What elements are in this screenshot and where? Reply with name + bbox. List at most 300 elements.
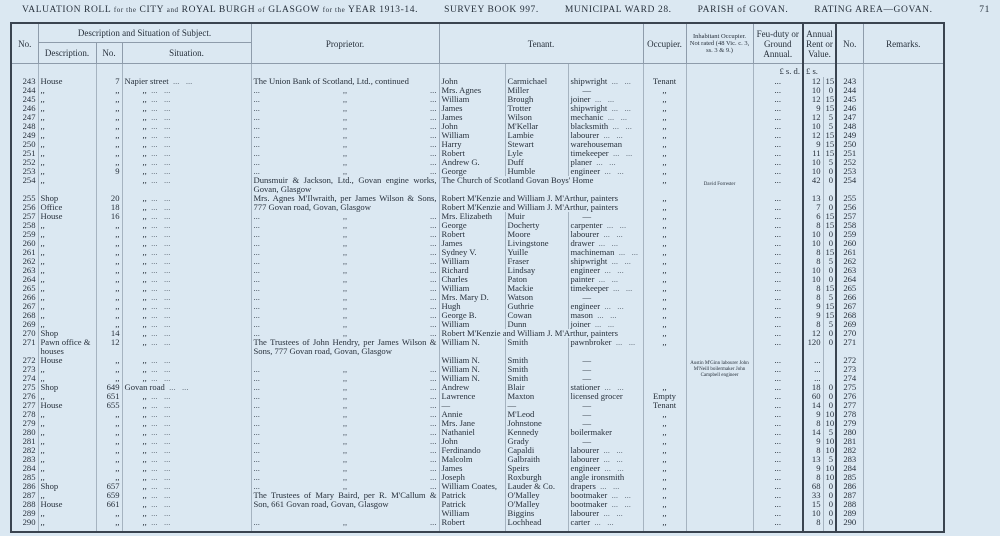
tenant-first-name: James (439, 113, 505, 122)
ditto-leader: ... (430, 257, 437, 266)
tenant-occupation: engineer ... (568, 464, 643, 473)
remarks (863, 518, 944, 527)
rent-shillings: 10 (823, 464, 836, 473)
description: ,, (38, 158, 96, 167)
rent-shillings: 5 (823, 455, 836, 464)
situation-text: ,, (142, 176, 147, 185)
ditto-leader: ... (253, 329, 260, 338)
feu-duty: ... (753, 464, 803, 473)
feu-duty: ... (753, 509, 803, 518)
units-row (11, 64, 944, 78)
situation-text: ,, (142, 266, 147, 275)
tenant-occupation: labourer ... (568, 509, 643, 518)
entry-no-right: 253 (836, 167, 863, 176)
feu-duty: ... (753, 104, 803, 113)
situation-text: ,, (142, 419, 147, 428)
tenant-first-name: Hugh (439, 302, 505, 311)
situation-text: ,, (142, 86, 147, 95)
subject-no: ,, (96, 446, 122, 455)
parish: PARISH of GOVAN. (697, 5, 789, 15)
description: ,, (38, 275, 96, 284)
remarks (863, 473, 944, 482)
entry-no-right: 273 (836, 365, 863, 374)
situation-text: ,, (142, 455, 147, 464)
entry-no-right: 287 (836, 491, 863, 500)
entry-no-right: 256 (836, 203, 863, 212)
rent-pounds: 12 (803, 131, 823, 140)
entry-no: 269 (11, 320, 38, 329)
table-row (11, 392, 944, 401)
situation-text: ,, (142, 320, 147, 329)
inhabitant-occupier (686, 392, 753, 401)
rent-shillings: 0 (823, 329, 836, 338)
description: ,, (38, 176, 96, 194)
ditto-leader: ... (430, 518, 437, 527)
entry-no-right: 266 (836, 293, 863, 302)
entry-no: 278 (11, 410, 38, 419)
proprietor (251, 518, 439, 527)
entry-no: 284 (11, 464, 38, 473)
feu-duty: ... (753, 77, 803, 86)
situation (122, 203, 251, 212)
situation (122, 383, 251, 392)
entry-no-right: 286 (836, 482, 863, 491)
ditto-leader: ... (253, 320, 260, 329)
ditto-leader: ... (430, 104, 437, 113)
situation (122, 221, 251, 230)
rent-shillings (823, 365, 836, 374)
rent-shillings (823, 356, 836, 365)
table-row (11, 284, 944, 293)
occupier: Empty (643, 392, 686, 401)
subject-no: 651 (96, 392, 122, 401)
ditto-leader: ... (253, 95, 260, 104)
tenant-occupation: — (568, 356, 643, 365)
remarks (863, 104, 944, 113)
ditto-leader: ... (253, 293, 260, 302)
entry-no-right: 245 (836, 95, 863, 104)
occupier: ,, (643, 212, 686, 221)
occupier: ,, (643, 455, 686, 464)
remarks (863, 500, 944, 509)
tenant: The Church of Scotland Govan Boys' Home (439, 176, 643, 194)
tenant-first-name: Robert (439, 149, 505, 158)
ditto-mark: ,, (342, 419, 348, 428)
header-occupier: Occupier. (643, 23, 686, 64)
situation (122, 293, 251, 302)
proprietor: Mrs. Agnes M'Ilwraith, per James Wilson & Sons, 777 Govan road, Govan, Glasgow (251, 194, 439, 212)
rent-pounds: 10 (803, 230, 823, 239)
situation-text: ,, (142, 401, 147, 410)
feu-duty: ... (753, 473, 803, 482)
tenant-occupation: shipwright ... (568, 257, 643, 266)
entry-no: 253 (11, 167, 38, 176)
tenant-first-name: Robert (439, 518, 505, 527)
entry-no: 272 (11, 356, 38, 365)
subject-no: ,, (96, 266, 122, 275)
feu-duty: ... (753, 311, 803, 320)
proprietor (251, 266, 439, 275)
table-row (11, 257, 944, 266)
tenant-occupation: labourer ... (568, 455, 643, 464)
tenant-first-name: Annie (439, 410, 505, 419)
situation-text: ,, (142, 437, 147, 446)
subject-no: 16 (96, 212, 122, 221)
rent-shillings (823, 374, 836, 383)
tenant-surname: M'Kellar (505, 122, 568, 131)
survey-book: SURVEY BOOK 997. (444, 5, 539, 15)
ditto-leader: ... (253, 383, 260, 392)
ditto-mark: ,, (342, 275, 348, 284)
situation-text: ,, (142, 284, 147, 293)
subject-no: 20 (96, 194, 122, 203)
description: ,, (38, 392, 96, 401)
ditto-mark: ,, (342, 212, 348, 221)
rent-shillings: 5 (823, 320, 836, 329)
tenant-surname: Smith (505, 374, 568, 383)
entry-no-right: 270 (836, 329, 863, 338)
ditto-leader: ... (430, 158, 437, 167)
subject-no: ,, (96, 293, 122, 302)
ditto-mark: ,, (342, 140, 348, 149)
inhabitant-occupier (686, 419, 753, 428)
entry-no: 277 (11, 401, 38, 410)
rent-pounds: ... (803, 374, 823, 383)
occupier: Tenant (643, 401, 686, 410)
remarks (863, 329, 944, 338)
occupier: ,, (643, 266, 686, 275)
description: ,, (38, 311, 96, 320)
entry-no-right: 281 (836, 437, 863, 446)
tenant-surname: Maxton (505, 392, 568, 401)
remarks (863, 131, 944, 140)
situation-text: ,, (142, 509, 147, 518)
entry-no-right: 250 (836, 140, 863, 149)
subject-no: ,, (96, 356, 122, 365)
table-row (11, 410, 944, 419)
inhabitant-occupier (686, 293, 753, 302)
proprietor (251, 248, 439, 257)
table-row (11, 356, 944, 365)
description: ,, (38, 113, 96, 122)
tenant-surname: Capaldi (505, 446, 568, 455)
remarks (863, 140, 944, 149)
description: ,, (38, 284, 96, 293)
feu-units: £ s. d. (753, 64, 803, 78)
tenant-surname: Guthrie (505, 302, 568, 311)
rent-pounds: 8 (803, 293, 823, 302)
ditto-leader: ... (430, 311, 437, 320)
ditto-mark: ,, (342, 446, 348, 455)
description: ,, (38, 302, 96, 311)
remarks (863, 401, 944, 410)
subject-no: ,, (96, 284, 122, 293)
ditto-leader: ... (430, 113, 437, 122)
entry-no-right: 252 (836, 158, 863, 167)
entry-no-right: 288 (836, 500, 863, 509)
description: House (38, 356, 96, 365)
tenant-first-name: George (439, 221, 505, 230)
ditto-leader: ... (430, 302, 437, 311)
situation (122, 518, 251, 527)
ditto-leader: ... (253, 464, 260, 473)
situation (122, 158, 251, 167)
occupier: ,, (643, 86, 686, 95)
tenant-surname: Docherty (505, 221, 568, 230)
ditto-leader: ... (430, 248, 437, 257)
remarks (863, 77, 944, 86)
situation (122, 230, 251, 239)
tenant-first-name: William (439, 284, 505, 293)
remarks (863, 230, 944, 239)
tenant-surname: Lindsay (505, 266, 568, 275)
description: ,, (38, 428, 96, 437)
tenant-first-name: James (439, 104, 505, 113)
table-row (11, 266, 944, 275)
subject-no: ,, (96, 509, 122, 518)
tenant-occupation: timekeeper ... (568, 149, 643, 158)
description: ,, (38, 518, 96, 527)
rent-pounds: 68 (803, 482, 823, 491)
tenant-first-name: William (439, 509, 505, 518)
tenant-surname: Mackie (505, 284, 568, 293)
subject-no: ,, (96, 95, 122, 104)
proprietor (251, 212, 439, 221)
proprietor (251, 473, 439, 482)
tenant-first-name: — (439, 401, 505, 410)
tenant-first-name: William N. (439, 338, 505, 356)
feu-duty: ... (753, 230, 803, 239)
tenant-first-name: Andrew G. (439, 158, 505, 167)
situation-text: ,, (142, 158, 147, 167)
ditto-leader: ... (253, 455, 260, 464)
inhabitant-occupier (686, 77, 753, 86)
subject-no: ,, (96, 311, 122, 320)
tenant-occupation: — (568, 365, 643, 374)
tenant-occupation: drapers ... (568, 482, 643, 491)
remarks (863, 113, 944, 122)
tenant-first-name: William Coates, (439, 482, 505, 491)
subject-no: 7 (96, 77, 122, 86)
occupier: ,, (643, 230, 686, 239)
rent-shillings: 0 (823, 275, 836, 284)
ditto-leader: ... (430, 428, 437, 437)
description: Shop (38, 194, 96, 203)
rent-pounds: 9 (803, 464, 823, 473)
subject-no: ,, (96, 410, 122, 419)
tenant-first-name: Patrick (439, 500, 505, 509)
inhabitant-occupier (686, 428, 753, 437)
entry-no: 275 (11, 383, 38, 392)
occupier: ,, (643, 293, 686, 302)
description: ,, (38, 95, 96, 104)
description: ,, (38, 509, 96, 518)
situation (122, 266, 251, 275)
rent-shillings: 0 (823, 230, 836, 239)
tenant-surname: Yuille (505, 248, 568, 257)
tenant-first-name: Robert (439, 230, 505, 239)
description: ,, (38, 410, 96, 419)
tenant-surname: Duff (505, 158, 568, 167)
tenant-surname: Lambie (505, 131, 568, 140)
table-row (11, 221, 944, 230)
entry-no-right: 278 (836, 410, 863, 419)
rent-pounds: 42 (803, 176, 823, 194)
page-number: 71 (979, 5, 990, 15)
tenant-first-name: John (439, 122, 505, 131)
tenant-occupation: pawnbroker ... (568, 338, 643, 356)
table-row (11, 473, 944, 482)
ditto-leader: ... (253, 257, 260, 266)
tenant-occupation: carter ... (568, 518, 643, 527)
tenant-surname: Trotter (505, 104, 568, 113)
inhabitant-occupier (686, 473, 753, 482)
rent-pounds: 12 (803, 329, 823, 338)
proprietor (251, 230, 439, 239)
tenant-surname: Grady (505, 437, 568, 446)
inhabitant-occupier (686, 257, 753, 266)
situation-text: Napier street (124, 77, 169, 86)
entry-no-right: 280 (836, 428, 863, 437)
rent-pounds: 9 (803, 302, 823, 311)
feu-duty: ... (753, 455, 803, 464)
situation (122, 401, 251, 410)
ditto-leader: ... (430, 95, 437, 104)
tenant-first-name: James (439, 239, 505, 248)
table-row (11, 329, 944, 338)
rent-shillings: 0 (823, 392, 836, 401)
tenant-first-name: William N. (439, 365, 505, 374)
ditto-mark: ,, (342, 428, 348, 437)
entry-no-right: 261 (836, 248, 863, 257)
tenant-occupation: licensed grocer (568, 392, 643, 401)
feu-duty: ... (753, 257, 803, 266)
rent-pounds: 9 (803, 410, 823, 419)
table-row (11, 491, 944, 500)
inhabitant-occupier (686, 86, 753, 95)
proprietor (251, 455, 439, 464)
tenant-surname: M'Leod (505, 410, 568, 419)
situation-text: ,, (142, 248, 147, 257)
ditto-leader: ... (430, 419, 437, 428)
remarks (863, 437, 944, 446)
ditto-leader: ... (430, 86, 437, 95)
rent-shillings: 0 (823, 383, 836, 392)
remarks (863, 176, 944, 194)
header-description: Description. (38, 43, 96, 64)
ditto-mark: ,, (342, 374, 348, 383)
subject-no: ,, (96, 437, 122, 446)
proprietor (251, 374, 439, 383)
remarks (863, 266, 944, 275)
ditto-leader: ... (253, 122, 260, 131)
subject-no: ,, (96, 248, 122, 257)
tenant-first-name: Joseph (439, 473, 505, 482)
occupier: ,, (643, 149, 686, 158)
header-inhabitant-occupier: Inhabitant Occupier. Not rated (48 Vic. c. 3, ss. 3 & 9.) (686, 23, 753, 64)
situation (122, 275, 251, 284)
entry-no-right: 282 (836, 446, 863, 455)
rent-shillings: 10 (823, 446, 836, 455)
entry-no-right: 279 (836, 419, 863, 428)
subject-no: 9 (96, 167, 122, 176)
rent-pounds: 10 (803, 275, 823, 284)
ditto-mark: ,, (342, 320, 348, 329)
entry-no-right: 283 (836, 455, 863, 464)
occupier: ,, (643, 194, 686, 203)
situation-text: ,, (142, 149, 147, 158)
ditto-mark: ,, (342, 329, 348, 338)
ditto-leader: ... (253, 365, 260, 374)
tenant-occupation: timekeeper ... (568, 284, 643, 293)
situation-text: ,, (142, 473, 147, 482)
rent-shillings: 10 (823, 419, 836, 428)
proprietor (251, 428, 439, 437)
tenant-first-name: Richard (439, 266, 505, 275)
description: ,, (38, 86, 96, 95)
feu-duty: ... (753, 140, 803, 149)
subject-no: ,, (96, 149, 122, 158)
situation (122, 113, 251, 122)
occupier: ,, (643, 320, 686, 329)
entry-no-right: 243 (836, 77, 863, 86)
ditto-leader: ... (253, 275, 260, 284)
ditto-leader: ... (430, 167, 437, 176)
remarks (863, 356, 944, 365)
description: House (38, 500, 96, 509)
tenant-occupation: labourer ... (568, 446, 643, 455)
inhabitant-occupier (686, 140, 753, 149)
proprietor (251, 464, 439, 473)
rent-shillings: 5 (823, 158, 836, 167)
description: ,, (38, 122, 96, 131)
remarks (863, 167, 944, 176)
remarks (863, 149, 944, 158)
inhabitant-occupier (686, 158, 753, 167)
rent-pounds: 8 (803, 257, 823, 266)
occupier: ,, (643, 122, 686, 131)
subject-no: 649 (96, 383, 122, 392)
feu-duty: ... (753, 428, 803, 437)
rent-pounds: 10 (803, 158, 823, 167)
feu-duty: ... (753, 194, 803, 203)
situation-text: ,, (142, 410, 147, 419)
subject-no: ,, (96, 275, 122, 284)
entry-no: 263 (11, 266, 38, 275)
rent-shillings: 0 (823, 167, 836, 176)
ditto-leader: ... (253, 230, 260, 239)
rent-pounds: 8 (803, 473, 823, 482)
tenant-occupation: angle ironsmith (568, 473, 643, 482)
description: ,, (38, 365, 96, 374)
rent-pounds: 120 (803, 338, 823, 356)
subject-no: 14 (96, 329, 122, 338)
tenant-occupation: — (568, 293, 643, 302)
entry-no: 290 (11, 518, 38, 527)
situation (122, 419, 251, 428)
rent-pounds: 9 (803, 437, 823, 446)
tenant-first-name: James (439, 464, 505, 473)
feu-duty: ... (753, 374, 803, 383)
ditto-mark: ,, (342, 392, 348, 401)
subject-no: ,, (96, 122, 122, 131)
rent-pounds: 60 (803, 392, 823, 401)
description: ,, (38, 131, 96, 140)
ditto-leader: ... (253, 392, 260, 401)
situation (122, 410, 251, 419)
rent-shillings: 15 (823, 311, 836, 320)
ditto-mark: ,, (342, 284, 348, 293)
